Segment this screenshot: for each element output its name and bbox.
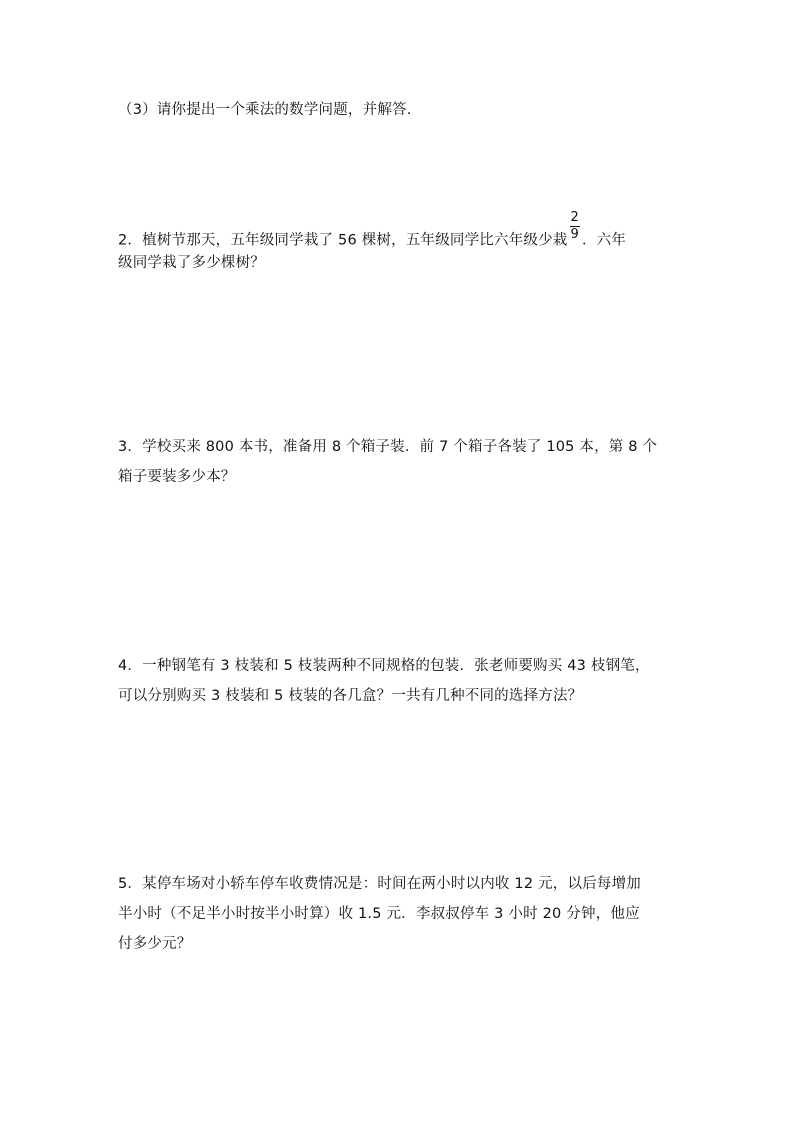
fraction-numerator: 2 — [570, 210, 579, 225]
question-2-text-after-fraction: ．六年 — [581, 232, 627, 249]
question-3-line-1: 3．学校买来 800 本书，准备用 8 个箱子装．前 7 个箱子各装了 105 本，第 8 个 — [118, 439, 658, 455]
question-2-text-before-fraction: 2．植树节那天，五年级同学栽了 56 棵树，五年级同学比六年级少栽 — [118, 232, 568, 249]
question-2-line-2: 级同学栽了多少棵树？ — [118, 255, 265, 271]
question-2-line-1 — [118, 210, 627, 256]
fraction-two-ninths — [570, 211, 580, 242]
question-5-line-3: 付多少元？ — [118, 936, 192, 952]
question-5-line-1: 5．某停车场对小轿车停车收费情况是：时间在两小时以内收 12 元，以后每增加 — [118, 876, 641, 892]
question-1-3-text: （3）请你提出一个乘法的数学问题，并解答. — [118, 102, 412, 118]
fraction-denominator: 9 — [570, 227, 579, 242]
question-4-line-1: 4．一种钢笔有 3 枝装和 5 枝装两种不同规格的包装．张老师要购买 43 枝钢笔， — [118, 658, 650, 674]
question-5-line-2: 半小时（不足半小时按半小时算）收 1.5 元．李叔叔停车 3 小时 20 分钟，他应 — [118, 906, 640, 922]
question-4-line-2: 可以分别购买 3 枝装和 5 枝装的各几盒？一共有几种不同的选择方法？ — [118, 688, 583, 704]
question-3-line-2: 箱子要装多少本？ — [118, 469, 236, 485]
